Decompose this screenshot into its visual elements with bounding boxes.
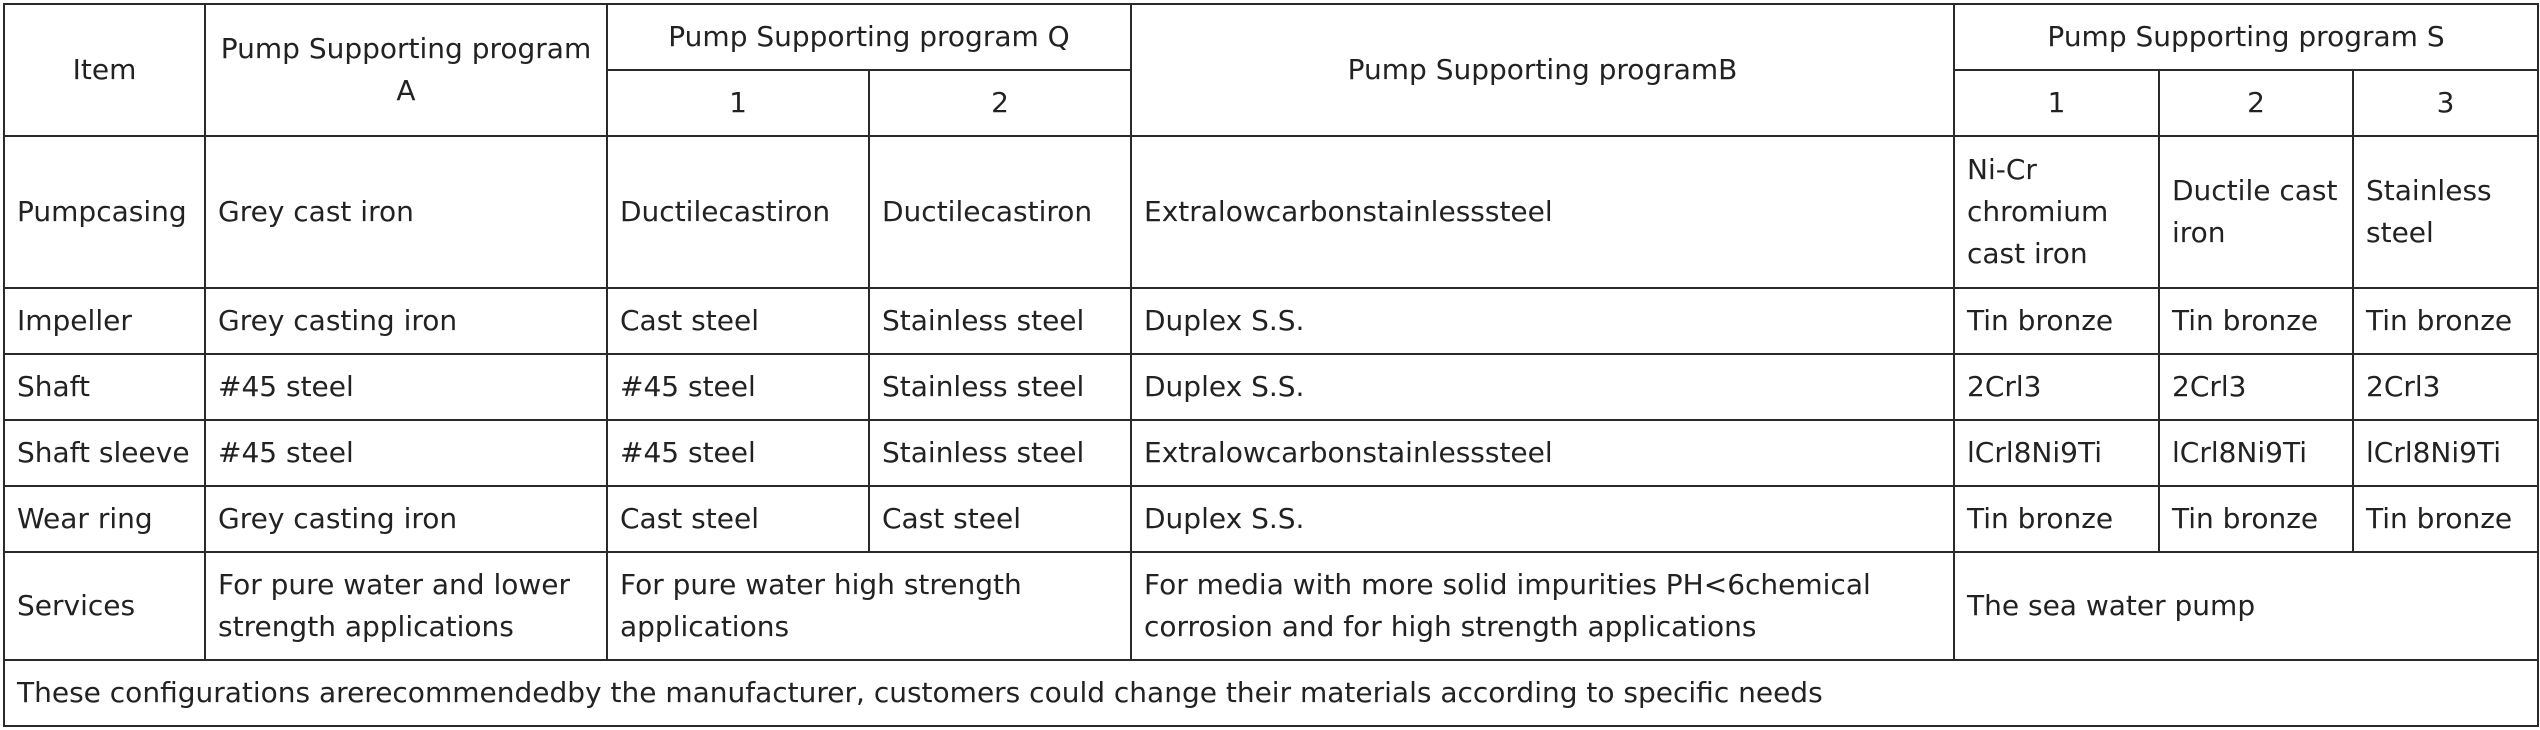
header-program-b: Pump Supporting programB <box>1131 4 1954 136</box>
cell-program-s1: Tin bronze <box>1954 486 2159 552</box>
header-q-2: 2 <box>869 70 1131 136</box>
table-row-shaft-sleeve <box>4 420 2538 486</box>
table-row-impeller <box>4 288 2538 354</box>
cell-services-a: For pure water and lower strength applications <box>205 552 607 660</box>
row-label: Shaft sleeve <box>4 420 205 486</box>
cell-program-b: Duplex S.S. <box>1131 486 1954 552</box>
cell-program-s3: Stainless steel <box>2353 136 2538 288</box>
cell-program-q2: Cast steel <box>869 486 1131 552</box>
cell-program-q1: Cast steel <box>607 486 869 552</box>
cell-program-a: #45 steel <box>205 354 607 420</box>
cell-program-a: #45 steel <box>205 420 607 486</box>
footer-note: These configurations arerecommendedby the manufacturer, customers could change their materials according to specific needs <box>4 660 2538 726</box>
cell-program-s1: 2Crl3 <box>1954 354 2159 420</box>
header-s-3: 3 <box>2353 70 2538 136</box>
cell-program-q1: Ductilecastiron <box>607 136 869 288</box>
cell-program-q1: #45 steel <box>607 420 869 486</box>
cell-program-b: Duplex S.S. <box>1131 288 1954 354</box>
table-row-shaft <box>4 354 2538 420</box>
cell-program-s3: Tin bronze <box>2353 486 2538 552</box>
table-row-wear-ring <box>4 486 2538 552</box>
cell-program-s1: Ni-Cr chromium cast iron <box>1954 136 2159 288</box>
header-row <box>4 4 2538 70</box>
header-s-2: 2 <box>2159 70 2353 136</box>
cell-program-b: Extralowcarbonstainlesssteel <box>1131 136 1954 288</box>
cell-services-s: The sea water pump <box>1954 552 2538 660</box>
cell-program-q2: Ductilecastiron <box>869 136 1131 288</box>
cell-program-s2: Tin bronze <box>2159 288 2353 354</box>
cell-program-b: Extralowcarbonstainlesssteel <box>1131 420 1954 486</box>
row-label: Wear ring <box>4 486 205 552</box>
cell-program-s2: Ductile cast iron <box>2159 136 2353 288</box>
cell-program-s1: lCrl8Ni9Ti <box>1954 420 2159 486</box>
table-footer-row <box>4 660 2538 726</box>
cell-program-q2: Stainless steel <box>869 288 1131 354</box>
cell-program-q2: Stainless steel <box>869 354 1131 420</box>
materials-table <box>3 3 2539 727</box>
table-row-services <box>4 552 2538 660</box>
header-program-a: Pump Supporting program A <box>205 4 607 136</box>
cell-program-s3: Tin bronze <box>2353 288 2538 354</box>
cell-program-s1: Tin bronze <box>1954 288 2159 354</box>
cell-program-s3: lCrl8Ni9Ti <box>2353 420 2538 486</box>
header-program-s: Pump Supporting program S <box>1954 4 2538 70</box>
cell-program-a: Grey casting iron <box>205 288 607 354</box>
header-s-1: 1 <box>1954 70 2159 136</box>
cell-program-s2: lCrl8Ni9Ti <box>2159 420 2353 486</box>
cell-program-q2: Stainless steel <box>869 420 1131 486</box>
cell-program-b: Duplex S.S. <box>1131 354 1954 420</box>
row-label: Pumpcasing <box>4 136 205 288</box>
header-item: Item <box>4 4 205 136</box>
cell-program-q1: #45 steel <box>607 354 869 420</box>
row-label: Services <box>4 552 205 660</box>
cell-program-s2: 2Crl3 <box>2159 354 2353 420</box>
row-label: Shaft <box>4 354 205 420</box>
table-row-pumpcasing <box>4 136 2538 288</box>
cell-program-s3: 2Crl3 <box>2353 354 2538 420</box>
cell-program-q1: Cast steel <box>607 288 869 354</box>
cell-services-q: For pure water high strength applications <box>607 552 1131 660</box>
cell-program-a: Grey casting iron <box>205 486 607 552</box>
cell-program-a: Grey cast iron <box>205 136 607 288</box>
cell-services-b: For media with more solid impurities PH<6chemical corrosion and for high strength applications <box>1131 552 1954 660</box>
header-q-1: 1 <box>607 70 869 136</box>
cell-program-s2: Tin bronze <box>2159 486 2353 552</box>
header-program-q: Pump Supporting program Q <box>607 4 1131 70</box>
row-label: Impeller <box>4 288 205 354</box>
